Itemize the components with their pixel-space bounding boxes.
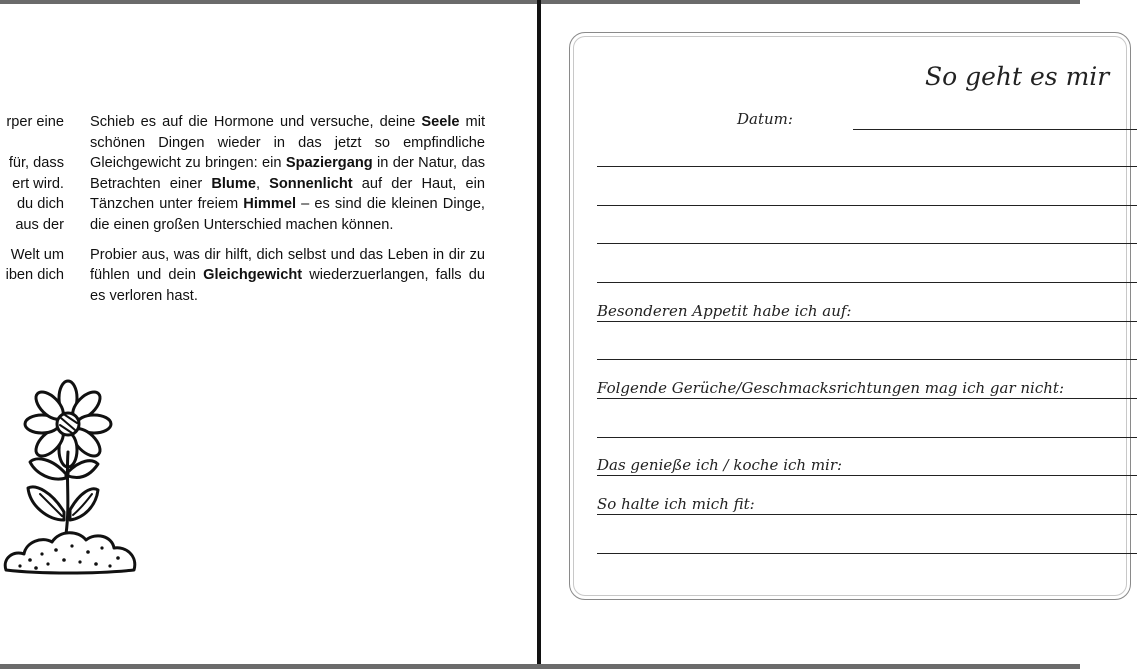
text-fragment: rper eine [6, 114, 64, 130]
enjoy-field[interactable] [597, 452, 1137, 476]
text-fragment: aus der [15, 216, 64, 233]
text-fragment: du dich [16, 196, 64, 213]
text-fragment [0, 133, 64, 154]
enjoy-label: Das genieße ich / koche ich mir: [597, 456, 850, 474]
text-run: auf der Haut, ein Tänzchen unter freiem [90, 175, 485, 213]
bold-keyword: Seele [421, 114, 460, 130]
text-run: Probier aus, was dir hilft, dich selbst und das Leben in dir zu fühlen und dein [90, 246, 485, 284]
date-field[interactable] [597, 106, 1137, 130]
bold-keyword: Gleichgewicht [203, 267, 303, 284]
text-fragment: für, dass [8, 155, 64, 172]
bottom-border [0, 664, 1080, 669]
text-fragment: ert wird. [12, 175, 64, 192]
text-run: in der Natur, das Betrachten einer [90, 155, 485, 192]
dislikes-field[interactable] [597, 375, 1137, 399]
card-title: So geht es mir [925, 62, 1110, 91]
write-line[interactable] [597, 182, 1137, 206]
write-line[interactable] [597, 336, 1137, 360]
bold-keyword: Blume [211, 175, 256, 192]
write-line[interactable] [597, 143, 1137, 167]
write-line[interactable] [597, 259, 1137, 283]
bold-keyword: Himmel [243, 196, 297, 213]
left-page [0, 4, 537, 664]
text-run: wiederzuerlangen, falls du es verloren hast. [90, 267, 485, 304]
appetite-label: Besonderen Appetit habe ich auf: [597, 302, 859, 320]
text-run: Schieb es auf die Hormone und versuche, deine [90, 114, 422, 130]
bold-keyword: Spaziergang [285, 155, 373, 172]
text-fragment: Welt um [10, 246, 64, 263]
appetite-field[interactable] [597, 298, 1137, 322]
fit-label: So halte ich mich fit: [597, 495, 763, 513]
text-fragment [0, 236, 64, 245]
text-fragment: iben dich [5, 267, 64, 284]
write-line[interactable] [597, 220, 1137, 244]
right-page [541, 4, 1110, 664]
fit-field[interactable] [597, 491, 1137, 515]
paragraph-1 [90, 112, 485, 236]
text-run: , [255, 175, 270, 192]
write-line[interactable] [597, 414, 1137, 438]
paragraph-2 [90, 245, 485, 307]
write-line[interactable] [597, 530, 1137, 554]
flower-icon [0, 374, 150, 589]
date-line[interactable] [853, 129, 1137, 130]
date-label: Datum: [737, 110, 801, 128]
main-text-column [90, 112, 485, 315]
text-run: – es sind die kleinen Dinge, die einen großen Unterschied machen können. [90, 196, 485, 233]
text-run: mit schönen Dingen wieder in das jetzt so empfindliche Gleichgewicht zu bringen: ein [90, 114, 485, 172]
dislikes-label: Folgende Gerüche/Geschmacksrichtungen mag ich gar nicht: [597, 379, 1072, 397]
left-text-column [0, 112, 64, 286]
bold-keyword: Sonnenlicht [269, 175, 353, 192]
